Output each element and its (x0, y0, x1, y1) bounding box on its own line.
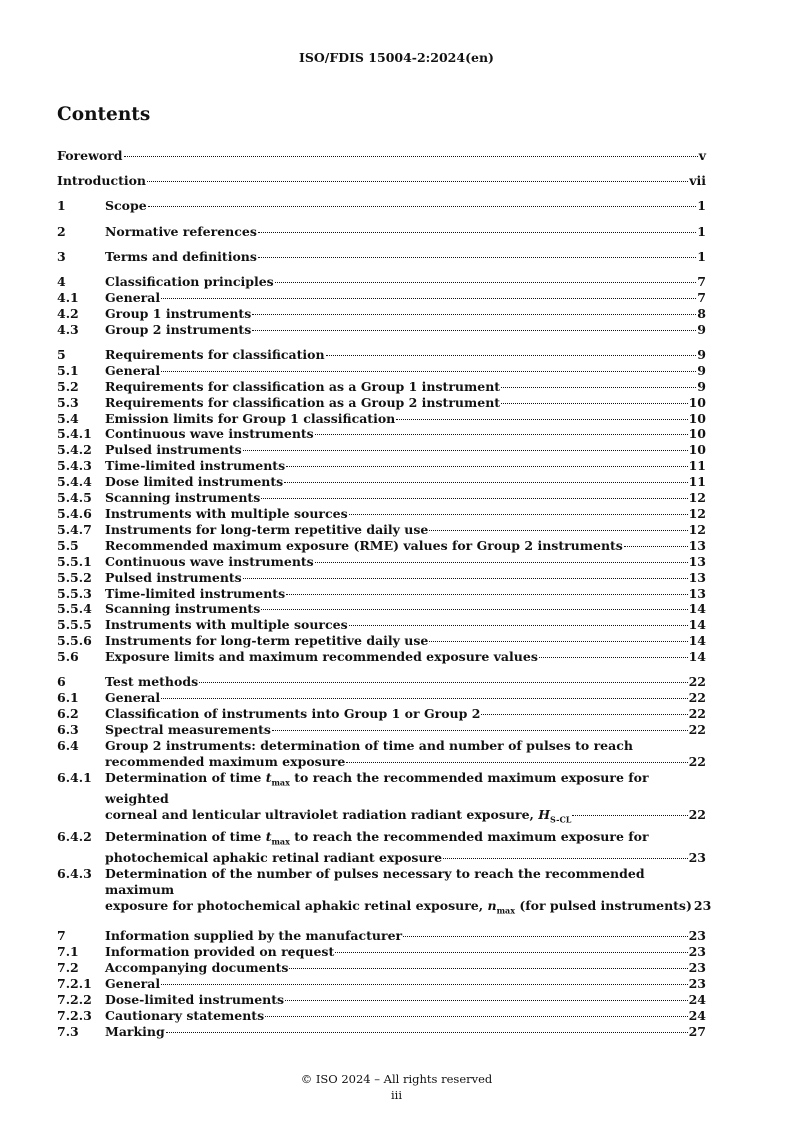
toc-entry-text: Information supplied by the manufacturer (105, 928, 403, 944)
toc-entry-page: 13 (688, 585, 706, 601)
toc-entry-page: 23 (688, 928, 706, 944)
toc-entry-text: Scanning instruments (105, 601, 261, 617)
toc-entry-number: 5.5.2 (57, 569, 92, 585)
toc-entry[interactable] (57, 506, 706, 522)
toc-entry-number: 4 (57, 274, 66, 290)
toc-entry-subscript: max (271, 777, 290, 788)
toc-entry-text: Instruments with multiple sources (105, 506, 348, 521)
toc-entry-page: 24 (688, 1007, 706, 1023)
toc-entry-text: Requirements for classification (105, 346, 325, 362)
toc-entry-number: 5.5.3 (57, 585, 92, 601)
copyright-notice: © ISO 2024 – All rights reserved (300, 1072, 493, 1086)
toc-entry-text: Spectral measurements (105, 722, 271, 738)
toc-entry[interactable] (57, 224, 706, 240)
toc-entry-page: 23 (688, 944, 706, 960)
toc-entry-text: Determination of time (105, 828, 266, 844)
toc-leader-dots (161, 371, 696, 372)
toc-entry[interactable] (57, 148, 706, 164)
toc-entry-page: 13 (688, 553, 706, 569)
toc-entry-page: 27 (688, 1023, 706, 1039)
toc-leader-dots (258, 257, 696, 258)
toc-entry-page: 23 (688, 849, 706, 865)
toc-entry-page: 9 (697, 378, 706, 394)
toc-leader-dots (349, 514, 688, 515)
toc-entry-title (105, 928, 402, 944)
toc-entry-subscript: S-CL (550, 814, 572, 825)
page-number: iii (390, 1088, 403, 1102)
toc-entry[interactable] (57, 347, 706, 363)
toc-entry-title (105, 850, 442, 866)
toc-entry-number: 7.2.2 (57, 991, 92, 1007)
toc-entry-title (105, 474, 283, 490)
toc-entry-number: 6 (57, 674, 66, 690)
toc-entry-number: 7.1 (57, 944, 79, 960)
toc-entry-title (105, 347, 325, 363)
toc-leader-dots (335, 952, 687, 953)
toc-leader-dots (326, 355, 697, 356)
toc-entry[interactable] (57, 458, 706, 474)
toc-leader-dots (199, 682, 687, 683)
toc-entry-text: Dose-limited instruments (105, 991, 285, 1007)
toc-leader-dots (624, 546, 688, 547)
toc-entry-text: Requirements for classification as a Group 1 instrument (105, 378, 501, 394)
toc-entry-number: 6.4 (57, 737, 79, 753)
toc-entry-text: Marking (105, 1023, 165, 1039)
toc-entry-number: 3 (57, 248, 66, 264)
toc-entry[interactable] (57, 928, 706, 944)
toc-entry-title (105, 722, 271, 738)
toc-entry-page: 10 (688, 442, 706, 458)
toc-leader-dots (265, 1016, 687, 1017)
toc-entry-text: General (105, 690, 161, 706)
toc-entry-page: 1 (697, 198, 706, 214)
toc-entry-text: Test methods (105, 674, 199, 690)
toc-entry-text: Terms and definitions (105, 248, 257, 264)
toc-entry-number: 5.2 (57, 378, 79, 394)
toc-leader-dots (429, 530, 687, 531)
toc-leader-dots (166, 1032, 688, 1033)
toc-entry-page: 22 (688, 722, 706, 738)
toc-entry-title (105, 249, 257, 265)
toc-entry-text: photochemical aphakic retinal radiant exposure (105, 849, 443, 865)
toc-entry-number: 6.2 (57, 706, 79, 722)
toc-entry-number: 5.4.6 (57, 506, 92, 521)
toc-entry[interactable] (57, 290, 706, 306)
toc-entry-title (105, 458, 285, 474)
toc-entry[interactable] (57, 173, 706, 189)
toc-entry-text: Pulsed instruments (105, 442, 242, 458)
toc-entry-text: Accompanying documents (105, 960, 289, 976)
toc-leader-dots (148, 206, 697, 207)
toc-entry[interactable] (57, 944, 706, 960)
toc-entry-text: General (105, 976, 161, 992)
toc-entry-page: 8 (697, 305, 706, 321)
toc-entry[interactable] (57, 538, 706, 554)
toc-leader-dots (161, 984, 687, 985)
toc-entry-page: 13 (688, 537, 706, 553)
toc-entry-title (105, 674, 198, 690)
toc-entry-title (105, 426, 314, 442)
toc-entry-number: 4.1 (57, 289, 79, 305)
toc-entry-title (105, 976, 160, 992)
toc-leader-dots (261, 609, 687, 610)
toc-entry-page: 12 (688, 521, 706, 537)
toc-entry-symbol: t (265, 769, 272, 785)
toc-entry[interactable] (57, 474, 706, 490)
toc-entry-title (105, 690, 160, 706)
toc-leader-dots (289, 968, 687, 969)
toc-entry-title (105, 224, 257, 240)
toc-leader-dots (443, 858, 687, 859)
toc-leader-dots (147, 181, 688, 182)
toc-entry-number: 5.3 (57, 394, 79, 410)
toc-entry-number: 5 (57, 346, 66, 362)
toc-entry-page: vii (689, 173, 706, 189)
toc-entry-page: 22 (688, 753, 706, 769)
toc-entry-text: Continuous wave instruments (105, 426, 314, 442)
toc-entry-number: 6.4.3 (57, 865, 92, 881)
toc-entry-number: 5.4.4 (57, 474, 92, 490)
toc-entry[interactable] (57, 960, 706, 976)
toc-leader-dots (403, 936, 687, 937)
toc-entry[interactable] (57, 1024, 706, 1040)
toc-entry-number: 5.5.6 (57, 633, 92, 649)
toc-leader-dots (315, 434, 688, 435)
toc-entry-text: Classification principles (105, 274, 274, 290)
toc-entry[interactable] (57, 649, 706, 665)
toc-entry[interactable] (57, 633, 706, 649)
toc-entry-title (105, 363, 160, 379)
toc-entry[interactable] (57, 198, 706, 214)
toc-entry[interactable] (57, 617, 706, 633)
toc-entry-number: 5.4.5 (57, 490, 92, 506)
toc-entry-title (105, 992, 284, 1008)
toc-entry-number: 4.3 (57, 321, 79, 337)
toc-leader-dots (124, 156, 698, 157)
toc-entry-page: 24 (688, 991, 706, 1007)
toc-entry-title-line1 (105, 770, 706, 807)
toc-entry-symbol: n (487, 897, 497, 913)
toc-entry[interactable] (57, 249, 706, 265)
toc-entry-page: 22 (688, 807, 706, 823)
toc-entry[interactable] (57, 738, 706, 770)
toc-entry-number: 5.4.1 (57, 426, 92, 442)
toc-entry-number: 6.4.1 (57, 769, 92, 785)
toc-entry-title (105, 411, 395, 427)
toc-entry-title (105, 322, 251, 338)
toc-entry-number: 6.3 (57, 722, 79, 738)
toc-entry-text: Group 1 instruments (105, 305, 252, 321)
toc-leader-dots (315, 562, 688, 563)
toc-entry-page: 12 (688, 490, 706, 506)
toc-entry-page: 10 (688, 394, 706, 410)
toc-entry-page: 13 (688, 569, 706, 585)
toc-leader-dots (286, 594, 687, 595)
toc-entry-title (105, 395, 500, 411)
toc-leader-dots (252, 314, 696, 315)
toc-entry-number: 1 (57, 198, 66, 214)
toc-entry-title (105, 807, 571, 828)
toc-entry-page: v (698, 148, 706, 163)
toc-entry-title (105, 1008, 264, 1024)
toc-entry-page: 22 (688, 674, 706, 690)
toc-entry-text: recommended maximum exposure (105, 753, 346, 769)
toc-leader-dots (286, 466, 687, 467)
toc-entry-page: 7 (697, 289, 706, 305)
toc-entry-title (105, 379, 500, 395)
toc-entry[interactable] (57, 395, 706, 411)
toc-leader-dots (261, 498, 687, 499)
toc-leader-dots (285, 1000, 688, 1001)
toc-entry-text: Time-limited instruments (105, 585, 286, 601)
toc-entry-page: 14 (688, 601, 706, 617)
toc-entry-text: Classification of instruments into Group 1 or Group 2 (105, 706, 481, 722)
toc-entry-number: 7.2.1 (57, 976, 92, 992)
page-title: Contents (57, 104, 151, 125)
toc-entry-page: 23 (688, 960, 706, 976)
toc-entry[interactable] (57, 379, 706, 395)
toc-entry-number: 7 (57, 928, 66, 944)
toc-entry[interactable] (57, 976, 706, 992)
toc-entry-text: Exposure limits and maximum recommended exposure values (105, 649, 538, 665)
toc-entry-title (105, 506, 348, 522)
toc-entry-title (105, 960, 288, 976)
toc-entry-page: 1 (697, 223, 706, 239)
toc-entry-number: 5.5.1 (57, 553, 92, 569)
toc-entry-text: Scope (105, 198, 147, 214)
toc-entry-text: Cautionary statements (105, 1007, 265, 1023)
toc-entry-text: Time-limited instruments (105, 458, 286, 474)
toc-entry[interactable] (57, 865, 712, 919)
toc-entry[interactable] (57, 690, 706, 706)
toc-entry-text: Group 2 instruments (105, 321, 252, 337)
toc-entry-number: 2 (57, 223, 66, 239)
toc-entry-text: corneal and lenticular ultraviolet radiation radiant exposure, (105, 807, 539, 823)
toc-entry-number: 6.4.2 (57, 828, 92, 844)
toc-entry-page: 14 (688, 617, 706, 633)
toc-entry-number: 5.5.4 (57, 601, 92, 617)
toc-entry-number: 7.2 (57, 960, 79, 976)
toc-entry[interactable] (57, 411, 706, 427)
toc-entry-title-line1: Group 2 instruments: determination of time and number of pulses to reach (105, 737, 633, 753)
toc-entry[interactable] (57, 554, 706, 570)
toc-entry-title (105, 898, 692, 919)
toc-entry[interactable] (57, 722, 706, 738)
toc-entry-text: Scanning instruments (105, 490, 261, 506)
toc-entry-symbol: t (265, 828, 272, 844)
toc-entry[interactable] (57, 570, 706, 586)
toc-entry[interactable] (57, 306, 706, 322)
toc-leader-dots (161, 298, 696, 299)
toc-entry-page: 11 (688, 474, 706, 490)
toc-entry-text: Instruments for long-term repetitive daily use (105, 633, 429, 649)
toc-entry[interactable] (57, 442, 706, 458)
toc-entry-number: 5.5.5 (57, 617, 92, 633)
toc-entry-page: 10 (688, 426, 706, 442)
toc-leader-dots (252, 330, 696, 331)
toc-entry-number: 5.5 (57, 537, 79, 553)
toc-leader-dots (284, 482, 687, 483)
toc-entry-text: to reach the recommended maximum exposure for weighted (105, 769, 649, 807)
toc-entry[interactable] (57, 601, 706, 617)
toc-entry-page: 9 (697, 362, 706, 378)
toc-entry[interactable] (57, 322, 706, 338)
toc-entry-text: (for pulsed instruments) (514, 897, 692, 913)
toc-entry-symbol: H (538, 807, 551, 823)
toc-entry-page: 9 (697, 321, 706, 337)
toc-entry[interactable] (57, 274, 706, 290)
toc-entry-title-line1 (105, 829, 706, 850)
toc-entry[interactable] (57, 426, 706, 442)
toc-leader-dots (258, 232, 696, 233)
toc-entry-title (105, 522, 428, 538)
toc-leader-dots (481, 714, 687, 715)
toc-entry-title (105, 706, 480, 722)
toc-entry-title (105, 633, 428, 649)
toc-entry[interactable] (57, 490, 706, 506)
toc-entry-page: 1 (697, 248, 706, 264)
toc-entry-page: 23 (693, 897, 712, 913)
toc-entry-subscript: max (496, 905, 515, 916)
toc-entry[interactable] (57, 522, 706, 538)
toc-leader-dots (429, 641, 687, 642)
toc-entry-number: 5.4 (57, 410, 79, 426)
toc-entry-text: Dose limited instruments (105, 474, 284, 490)
toc-entry-text: Continuous wave instruments (105, 553, 314, 569)
toc-entry[interactable] (57, 1008, 706, 1024)
toc-entry-number: 7.2.3 (57, 1007, 92, 1023)
toc-entry-number: 5.1 (57, 362, 79, 378)
toc-entry-title (105, 306, 251, 322)
toc-leader-dots (572, 815, 687, 816)
toc-entry-text: to reach the recommended maximum exposure for (289, 828, 649, 844)
toc-leader-dots (275, 282, 697, 283)
toc-entry-text: General (105, 362, 161, 378)
toc-entry-page: 14 (688, 633, 706, 649)
toc-entry-number: 5.6 (57, 649, 79, 665)
toc-entry-text: General (105, 289, 161, 305)
toc-entry-title (105, 198, 147, 214)
toc-entry-title (57, 173, 146, 189)
toc-entry-title (105, 944, 334, 960)
toc-leader-dots (346, 762, 687, 763)
toc-entry-title (105, 290, 160, 306)
toc-entry-number: 6.1 (57, 690, 79, 706)
toc-entry-page: 9 (697, 346, 706, 362)
toc-entry-page: 12 (688, 506, 706, 521)
toc-entry-title (105, 586, 285, 602)
toc-entry-text: exposure for photochemical aphakic retinal exposure, (105, 897, 488, 913)
toc-entry-title-line1: Determination of the number of pulses necessary to reach the recommended maximum (105, 865, 645, 897)
toc-leader-dots (501, 403, 688, 404)
document-header: ISO/FDIS 15004-2:2024(en) (299, 50, 494, 65)
toc-entry-number: 4.2 (57, 305, 79, 321)
toc-entry-text: Foreword (57, 148, 123, 163)
toc-entry-page: 14 (688, 649, 706, 665)
toc-entry-number: 5.4.7 (57, 521, 92, 537)
toc-entry[interactable] (57, 586, 706, 602)
toc-leader-dots (243, 578, 688, 579)
toc-entry-title (105, 274, 274, 290)
toc-entry-title (105, 1024, 165, 1040)
toc-entry-title (105, 442, 242, 458)
toc-entry-text: Emission limits for Group 1 classification (105, 410, 396, 426)
toc-entry-title (105, 617, 348, 633)
toc-entry-text: Instruments for long-term repetitive daily use (105, 521, 429, 537)
toc-entry-page: 7 (697, 274, 706, 290)
toc-leader-dots (243, 450, 688, 451)
toc-entry-number: 5.4.3 (57, 458, 92, 474)
table-of-contents (57, 148, 712, 1040)
toc-entry-title (105, 554, 314, 570)
toc-leader-dots (501, 387, 696, 388)
toc-leader-dots (272, 730, 688, 731)
toc-entry-subscript: max (271, 836, 290, 847)
toc-entry[interactable] (57, 674, 706, 690)
toc-entry-text: Information provided on request (105, 944, 335, 960)
toc-entry[interactable] (57, 363, 706, 379)
toc-entry[interactable] (57, 770, 706, 829)
toc-leader-dots (349, 625, 688, 626)
toc-entry-title (105, 649, 538, 665)
toc-entry-page: 22 (688, 690, 706, 706)
toc-entry-text: Determination of time (105, 769, 266, 785)
toc-entry-text: Pulsed instruments (105, 569, 242, 585)
toc-entry-title (105, 570, 242, 586)
toc-entry-text: Normative references (105, 223, 257, 239)
toc-entry[interactable] (57, 992, 706, 1008)
toc-leader-dots (539, 657, 688, 658)
toc-entry-title (105, 754, 345, 770)
toc-leader-dots (161, 698, 687, 699)
toc-entry-number: 5.4.2 (57, 442, 92, 458)
toc-leader-dots (396, 419, 687, 420)
toc-entry[interactable] (57, 706, 706, 722)
toc-entry-title (105, 490, 260, 506)
toc-entry-text: Instruments with multiple sources (105, 617, 348, 633)
toc-entry-text: Recommended maximum exposure (RME) values for Group 2 instruments (105, 537, 623, 553)
toc-entry-page: 23 (688, 976, 706, 992)
toc-entry-title (105, 601, 260, 617)
toc-entry-text: Requirements for classification as a Group 2 instrument (105, 394, 501, 410)
toc-entry-page: 11 (688, 458, 706, 474)
toc-entry-text: Introduction (57, 173, 147, 189)
toc-entry-title (57, 148, 123, 164)
toc-entry-page: 10 (688, 410, 706, 426)
toc-entry-page: 22 (688, 706, 706, 722)
toc-entry-number: 7.3 (57, 1023, 79, 1039)
toc-entry-title (105, 538, 623, 554)
toc-entry[interactable] (57, 829, 706, 866)
